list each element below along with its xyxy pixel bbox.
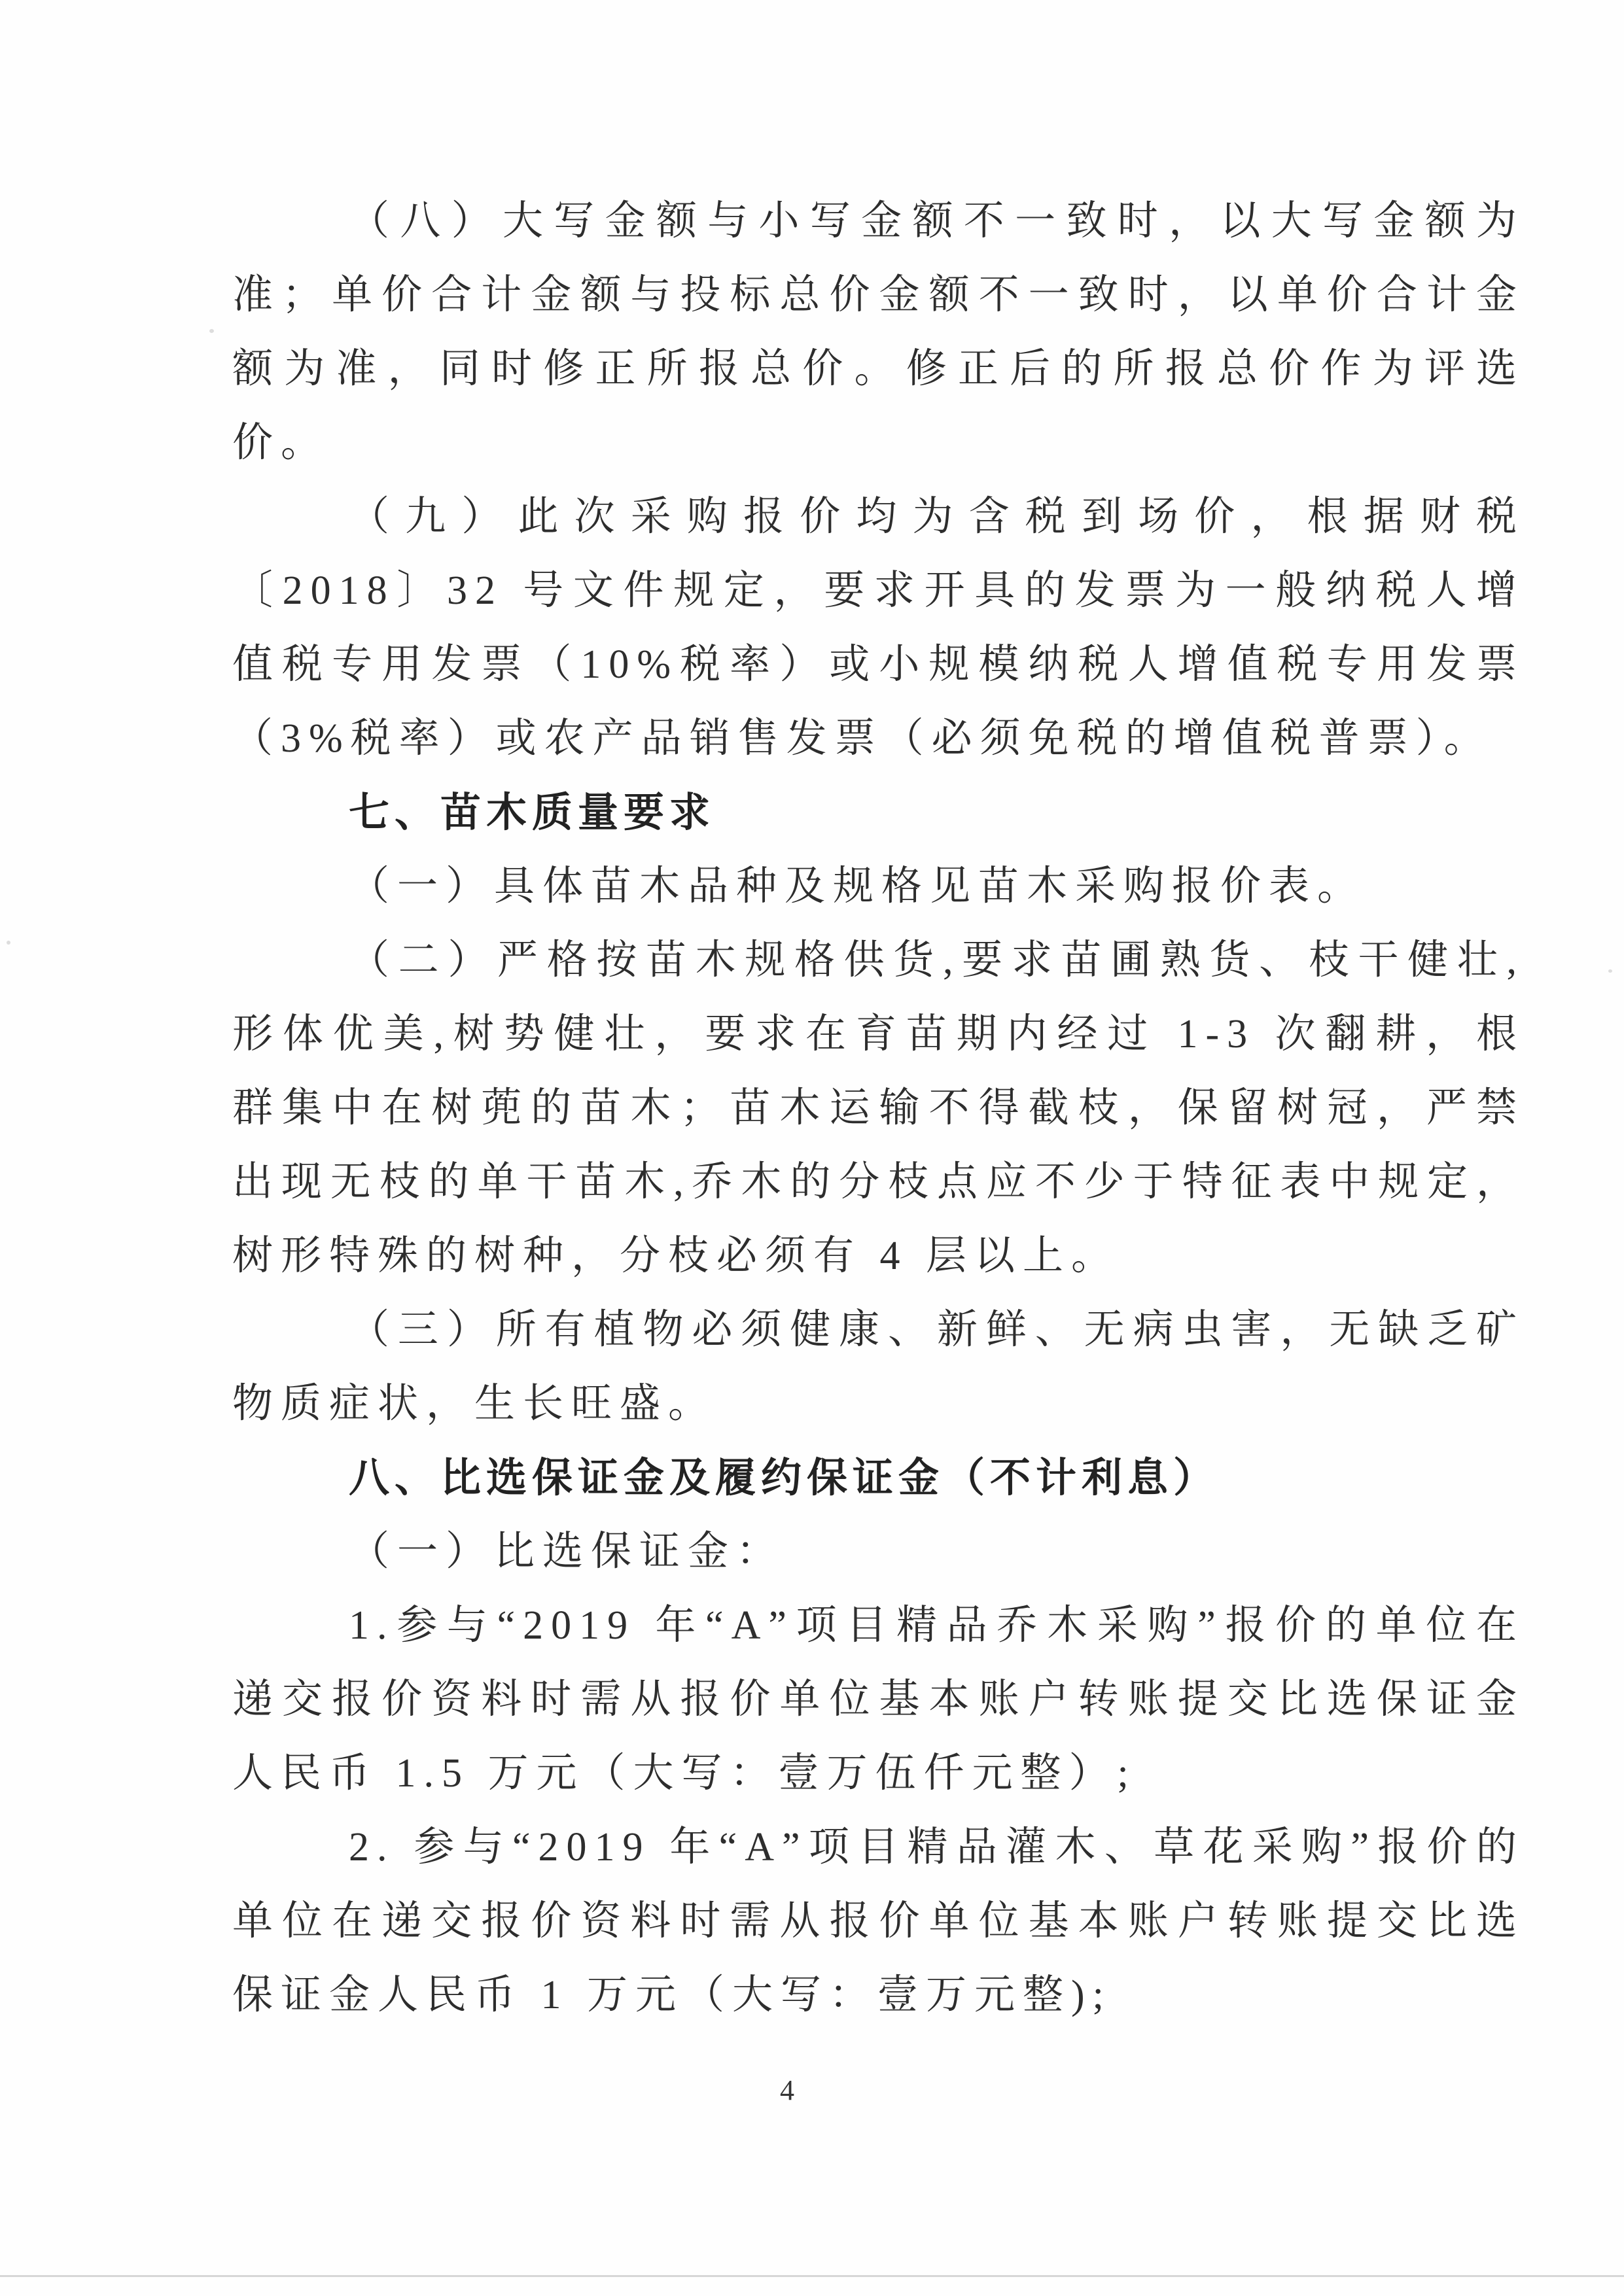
- paragraph-quality-item-2: （二）严格按苗木规格供货,要求苗圃熟货、枝干健壮,形体优美,树势健壮，要求在育苗期内经过 1-3 次翻耕，根群集中在树蔸的苗木；苗木运输不得截枝，保留树冠，严禁出现无枝的单干苗木,乔木的分枝点应不少于特征表中规定，树形特殊的树种，分枝必须有 4 层以上。: [232, 938, 1525, 1278]
- paragraph-deposit-item-2: 2. 参与“2019 年“A”项目精品灌木、草花采购”报价的单位在递交报价资料时需从报价单位基本账户转账提交比选保证金人民币 1 万元（大写：壹万元整);: [232, 1825, 1525, 2017]
- document-body: [232, 184, 1525, 2032]
- scan-speck: [1608, 969, 1612, 973]
- scan-speck: [209, 329, 214, 333]
- section-heading-8: 八、比选保证金及履约保证金（不计利息）: [349, 1455, 1220, 1501]
- paragraph-quality-item-3: （三）所有植物必须健康、新鲜、无病虫害，无缺乏矿物质症状，生长旺盛。: [232, 1308, 1525, 1426]
- scan-edge-line: [0, 2275, 1624, 2277]
- scan-speck: [7, 941, 10, 945]
- page-number: 4: [780, 2074, 794, 2106]
- paragraph-deposit-intro: （一）比选保证金：: [349, 1529, 785, 1574]
- paragraph-clause-9: （九）此次采购报价均为含税到场价，根据财税〔2018〕32 号文件规定，要求开具的发票为一般纳税人增值税专用发票（10%税率）或小规模纳税人增值税专用发票（3%税率）或农产品销售发票（必须免税的增值税普票）。: [232, 495, 1525, 761]
- paragraph-deposit-item-1: 1.参与“2019 年“A”项目精品乔木采购”报价的单位在递交报价资料时需从报价单位基本账户转账提交比选保证金人民币 1.5 万元（大写：壹万伍仟元整）;: [232, 1603, 1525, 1796]
- paragraph-clause-8: （八）大写金额与小写金额不一致时，以大写金额为准；单价合计金额与投标总价金额不一致时，以单价合计金额为准，同时修正所报总价。修正后的所报总价作为评选价。: [232, 199, 1525, 465]
- paragraph-quality-item-1: （一）具体苗木品种及规格见苗木采购报价表。: [349, 864, 1366, 909]
- section-heading-7: 七、苗木质量要求: [349, 790, 716, 835]
